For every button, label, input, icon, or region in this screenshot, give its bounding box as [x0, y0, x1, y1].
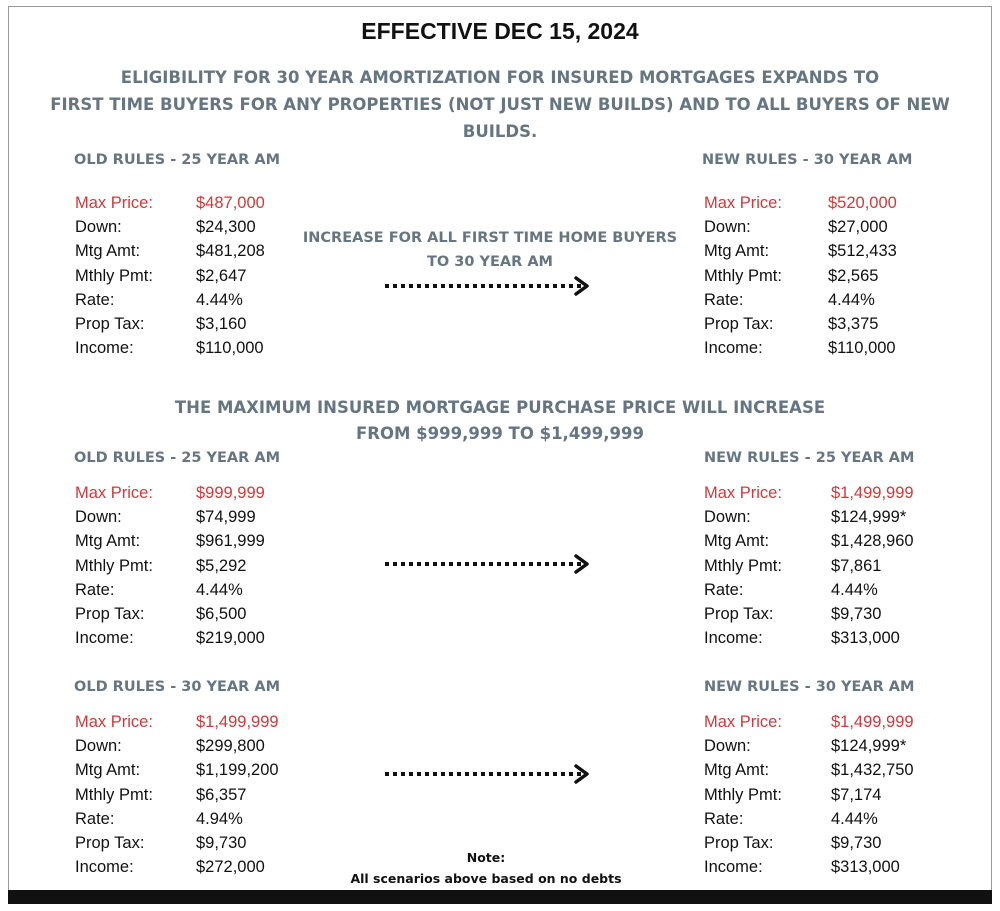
row-value: 4.44% — [831, 580, 878, 599]
row-label: Prop Tax: — [704, 315, 774, 333]
row-value: $1,499,999 — [831, 484, 914, 502]
row-label: Prop Tax: — [75, 315, 145, 333]
arrow-right-icon — [383, 552, 595, 576]
row-value: $299,800 — [196, 737, 265, 756]
row-value: $313,000 — [831, 629, 900, 648]
row-label: Down: — [704, 508, 751, 527]
note-title: Note: — [466, 850, 506, 865]
row-value: $9,730 — [831, 834, 882, 852]
row-label: Mtg Amt: — [704, 761, 770, 780]
row-value: $27,000 — [828, 218, 888, 237]
row-value: $2,647 — [196, 266, 247, 285]
row-value: $124,999* — [831, 508, 907, 527]
row-label: Mthly Pmt: — [704, 785, 782, 804]
row-label: Income: — [75, 858, 134, 877]
row-label: Down: — [75, 508, 122, 527]
new-rules-label: NEW RULES - 25 YEAR AM — [704, 450, 915, 466]
row-value: 4.44% — [196, 580, 243, 599]
first-time-buyers-note: INCREASE FOR ALL FIRST TIME HOME BUYERS TO 30 YEAR AM — [302, 230, 678, 270]
row-value: $999,999 — [196, 484, 265, 502]
row-label: Mtg Amt: — [75, 532, 141, 551]
row-value: $512,433 — [828, 242, 897, 261]
row-label: Rate: — [75, 290, 115, 309]
row-label: Prop Tax: — [704, 834, 774, 852]
row-value: $9,730 — [196, 834, 247, 852]
row-value: $124,999* — [831, 737, 907, 756]
row-label: Prop Tax: — [75, 834, 145, 852]
row-value: $1,432,750 — [831, 761, 914, 780]
row-label: Down: — [75, 737, 122, 756]
row-value: $1,428,960 — [831, 532, 914, 551]
row-value: 4.44% — [828, 290, 875, 309]
row-label: Max Price: — [704, 194, 782, 212]
row-value: $110,000 — [828, 339, 896, 358]
row-value: $74,999 — [196, 508, 256, 527]
row-value: 4.44% — [831, 809, 878, 828]
row-label: Rate: — [704, 809, 744, 828]
row-value: $5,292 — [196, 556, 247, 575]
row-label: Mtg Amt: — [704, 242, 770, 261]
row-label: Rate: — [75, 809, 115, 828]
row-value: $219,000 — [196, 629, 265, 648]
old-rules-label: OLD RULES - 30 YEAR AM — [74, 679, 281, 695]
row-value: $24,300 — [196, 218, 256, 237]
row-label: Down: — [704, 737, 751, 756]
row-label: Down: — [75, 218, 122, 237]
row-label: Income: — [75, 339, 134, 358]
headline-amortization: ELIGIBILITY FOR 30 YEAR AMORTIZATION FOR INSURED MORTGAGES EXPANDS TO FIRST TIME BUYERS FOR ANY PROPERTIES (NOT JUST NEW BUILDS) AND TO ALL BUYERS OF NEW BUILDS. — [50, 68, 950, 141]
row-value: $1,499,999 — [831, 713, 914, 731]
row-label: Mtg Amt: — [75, 761, 141, 780]
page-title: EFFECTIVE DEC 15, 2024 — [361, 18, 639, 44]
bottom-border — [8, 890, 992, 904]
row-label: Max Price: — [704, 713, 782, 731]
row-value: $6,500 — [196, 605, 247, 623]
row-value: $1,199,200 — [196, 761, 279, 780]
row-value: $1,499,999 — [196, 713, 279, 731]
row-label: Rate: — [704, 290, 744, 309]
row-label: Mthly Pmt: — [75, 785, 153, 804]
row-label: Mthly Pmt: — [704, 266, 782, 285]
row-label: Income: — [704, 629, 763, 648]
row-label: Income: — [704, 858, 763, 877]
row-value: $313,000 — [831, 858, 900, 877]
row-value: $7,174 — [831, 785, 882, 804]
row-label: Mtg Amt: — [75, 242, 141, 261]
row-label: Down: — [704, 218, 751, 237]
row-value: $481,208 — [196, 242, 265, 261]
row-value: $7,861 — [831, 556, 882, 575]
row-label: Max Price: — [704, 484, 782, 502]
row-label: Max Price: — [75, 713, 153, 731]
row-value: $520,000 — [828, 194, 897, 212]
note-text: All scenarios above based on no debts — [350, 871, 622, 886]
row-label: Rate: — [75, 580, 115, 599]
new-rules-label: NEW RULES - 30 YEAR AM — [702, 152, 913, 168]
old-rules-label: OLD RULES - 25 YEAR AM — [74, 152, 281, 168]
row-value: 4.44% — [196, 290, 243, 309]
row-value: $3,375 — [828, 315, 879, 333]
row-label: Mthly Pmt: — [75, 266, 153, 285]
row-value: $2,565 — [828, 266, 879, 285]
row-label: Mthly Pmt: — [75, 556, 153, 575]
row-label: Rate: — [704, 580, 744, 599]
row-label: Max Price: — [75, 484, 153, 502]
headline-max-price: THE MAXIMUM INSURED MORTGAGE PURCHASE PRICE WILL INCREASE FROM $999,999 TO $1,499,999 — [174, 398, 826, 443]
row-label: Mthly Pmt: — [704, 556, 782, 575]
row-value: 4.94% — [196, 809, 243, 828]
row-value: $6,357 — [196, 785, 247, 804]
row-label: Prop Tax: — [75, 605, 145, 623]
row-label: Prop Tax: — [704, 605, 774, 623]
row-value: $9,730 — [831, 605, 882, 623]
old-rules-label: OLD RULES - 25 YEAR AM — [74, 450, 281, 466]
row-label: Mtg Amt: — [704, 532, 770, 551]
row-label: Max Price: — [75, 194, 153, 212]
row-value: $961,999 — [196, 532, 265, 551]
row-value: $272,000 — [196, 858, 265, 877]
arrow-right-icon — [383, 762, 595, 786]
row-value: $110,000 — [196, 339, 264, 358]
row-value: $3,160 — [196, 315, 247, 333]
new-rules-label: NEW RULES - 30 YEAR AM — [704, 679, 915, 695]
arrow-right-icon — [383, 274, 595, 298]
row-label: Income: — [75, 629, 134, 648]
row-value: $487,000 — [196, 194, 265, 212]
row-label: Income: — [704, 339, 763, 358]
